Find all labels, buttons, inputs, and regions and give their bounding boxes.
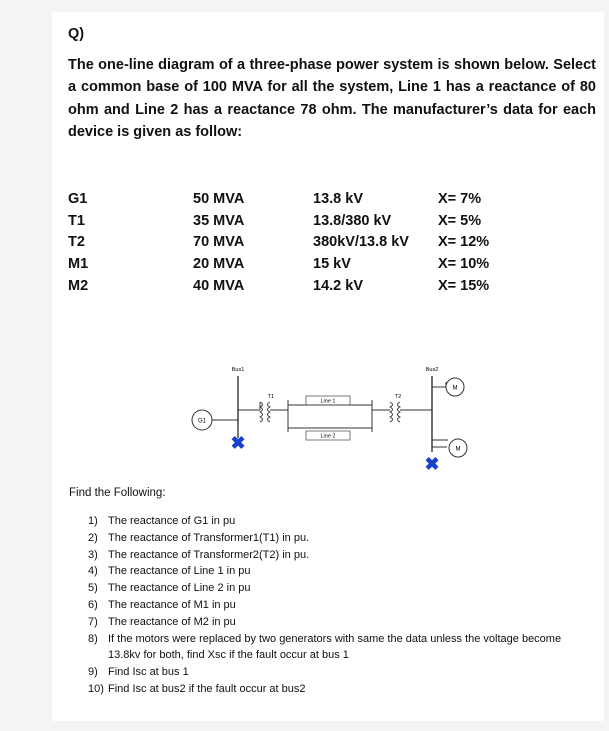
motor-m1-label: M <box>452 385 458 392</box>
task-number: 6) <box>88 598 98 611</box>
device-name: T1 <box>68 212 85 229</box>
t2-label: T2 <box>394 394 402 400</box>
device-name: M1 <box>68 255 89 272</box>
table-row <box>68 275 489 297</box>
task-text: The reactance of M2 in pu <box>108 615 236 628</box>
task-text: The reactance of Transformer1(T1) in pu. <box>108 531 310 544</box>
device-reactance: X= 10% <box>438 255 490 272</box>
device-voltage: 13.8/380 kV <box>313 212 392 229</box>
fault-marker-1: ✖ <box>230 433 246 453</box>
task-text: Find Isc at bus 1 <box>108 666 189 679</box>
question-label: Q) <box>68 26 85 42</box>
task-text: If the motors were replaced by two generators with same the data unless the voltage become 13.8kv for both, find Xsc if the fault occur at bus 1 <box>108 632 562 662</box>
task-text: Find Isc at bus2 if the fault occur at bus2 <box>108 682 306 695</box>
document-page <box>52 12 604 721</box>
device-reactance: X= 7% <box>438 190 482 207</box>
transformer-t2-icon <box>390 402 400 422</box>
list-item <box>88 563 588 580</box>
list-item <box>88 513 588 530</box>
list-item <box>88 614 588 631</box>
list-item <box>88 631 588 665</box>
table-row <box>68 253 489 275</box>
task-number: 1) <box>88 515 98 527</box>
motor-m2-label: M <box>455 446 461 453</box>
device-name: T2 <box>68 234 85 251</box>
fault-marker-2: ✖ <box>424 454 440 474</box>
generator-g1-label: G1 <box>197 418 207 425</box>
bus2-label: Bus2 <box>425 367 439 373</box>
device-rating: 40 MVA <box>193 277 245 294</box>
line1-label: Line 1 <box>320 398 336 405</box>
task-number: 8) <box>88 632 98 645</box>
task-number: 4) <box>88 565 98 578</box>
list-item <box>88 597 588 614</box>
line2-label: Line 2 <box>320 433 336 440</box>
task-text: The reactance of Line 1 in pu <box>108 565 251 578</box>
task-number: 7) <box>88 615 98 628</box>
bus1-label: Bus1 <box>231 367 245 373</box>
device-rating: 50 MVA <box>193 190 245 207</box>
task-number: 2) <box>88 531 98 544</box>
task-list <box>88 513 588 698</box>
task-text: The reactance of M1 in pu <box>108 598 236 611</box>
task-number: 10) <box>88 682 104 695</box>
task-text: The reactance of Transformer2(T2) in pu. <box>108 548 310 561</box>
fault-bus2-icon <box>424 454 439 474</box>
list-item <box>88 664 588 681</box>
list-item <box>88 530 588 547</box>
task-number: 3) <box>88 548 98 561</box>
table-row <box>68 231 489 253</box>
one-line-diagram <box>52 352 604 482</box>
device-voltage: 14.2 kV <box>313 277 363 294</box>
device-reactance: X= 15% <box>438 277 490 294</box>
device-voltage: 380kV/13.8 kV <box>313 234 409 251</box>
question-intro: The one-line diagram of a three-phase power system is shown below. Select a common base of 100 MVA for all the system, Line 1 has a reactance of 80 ohm and Line 2 has a reactance 78 ohm. The manufacturer’s data for each device is given as follow: <box>68 57 596 141</box>
t1-label: T1 <box>267 394 275 400</box>
list-item <box>88 580 588 597</box>
device-name: M2 <box>68 277 89 294</box>
task-number: 9) <box>88 666 98 679</box>
task-text: The reactance of Line 2 in pu <box>108 582 251 595</box>
task-text: The reactance of G1 in pu <box>108 515 236 527</box>
device-voltage: 13.8 kV <box>313 190 363 207</box>
device-data-table <box>68 188 489 296</box>
device-name: G1 <box>68 190 88 207</box>
transformer-t1-icon <box>255 402 270 422</box>
find-heading: Find the Following: <box>69 487 166 499</box>
device-reactance: X= 12% <box>438 234 490 251</box>
table-row <box>68 188 489 210</box>
table-row <box>68 210 489 232</box>
list-item <box>88 547 588 564</box>
device-reactance: X= 5% <box>438 212 482 229</box>
device-voltage: 15 kV <box>313 255 351 272</box>
device-rating: 35 MVA <box>193 212 245 229</box>
fault-bus1-icon <box>230 433 245 453</box>
device-rating: 20 MVA <box>193 255 245 272</box>
task-number: 5) <box>88 582 98 595</box>
device-rating: 70 MVA <box>193 234 245 251</box>
list-item <box>88 681 588 698</box>
